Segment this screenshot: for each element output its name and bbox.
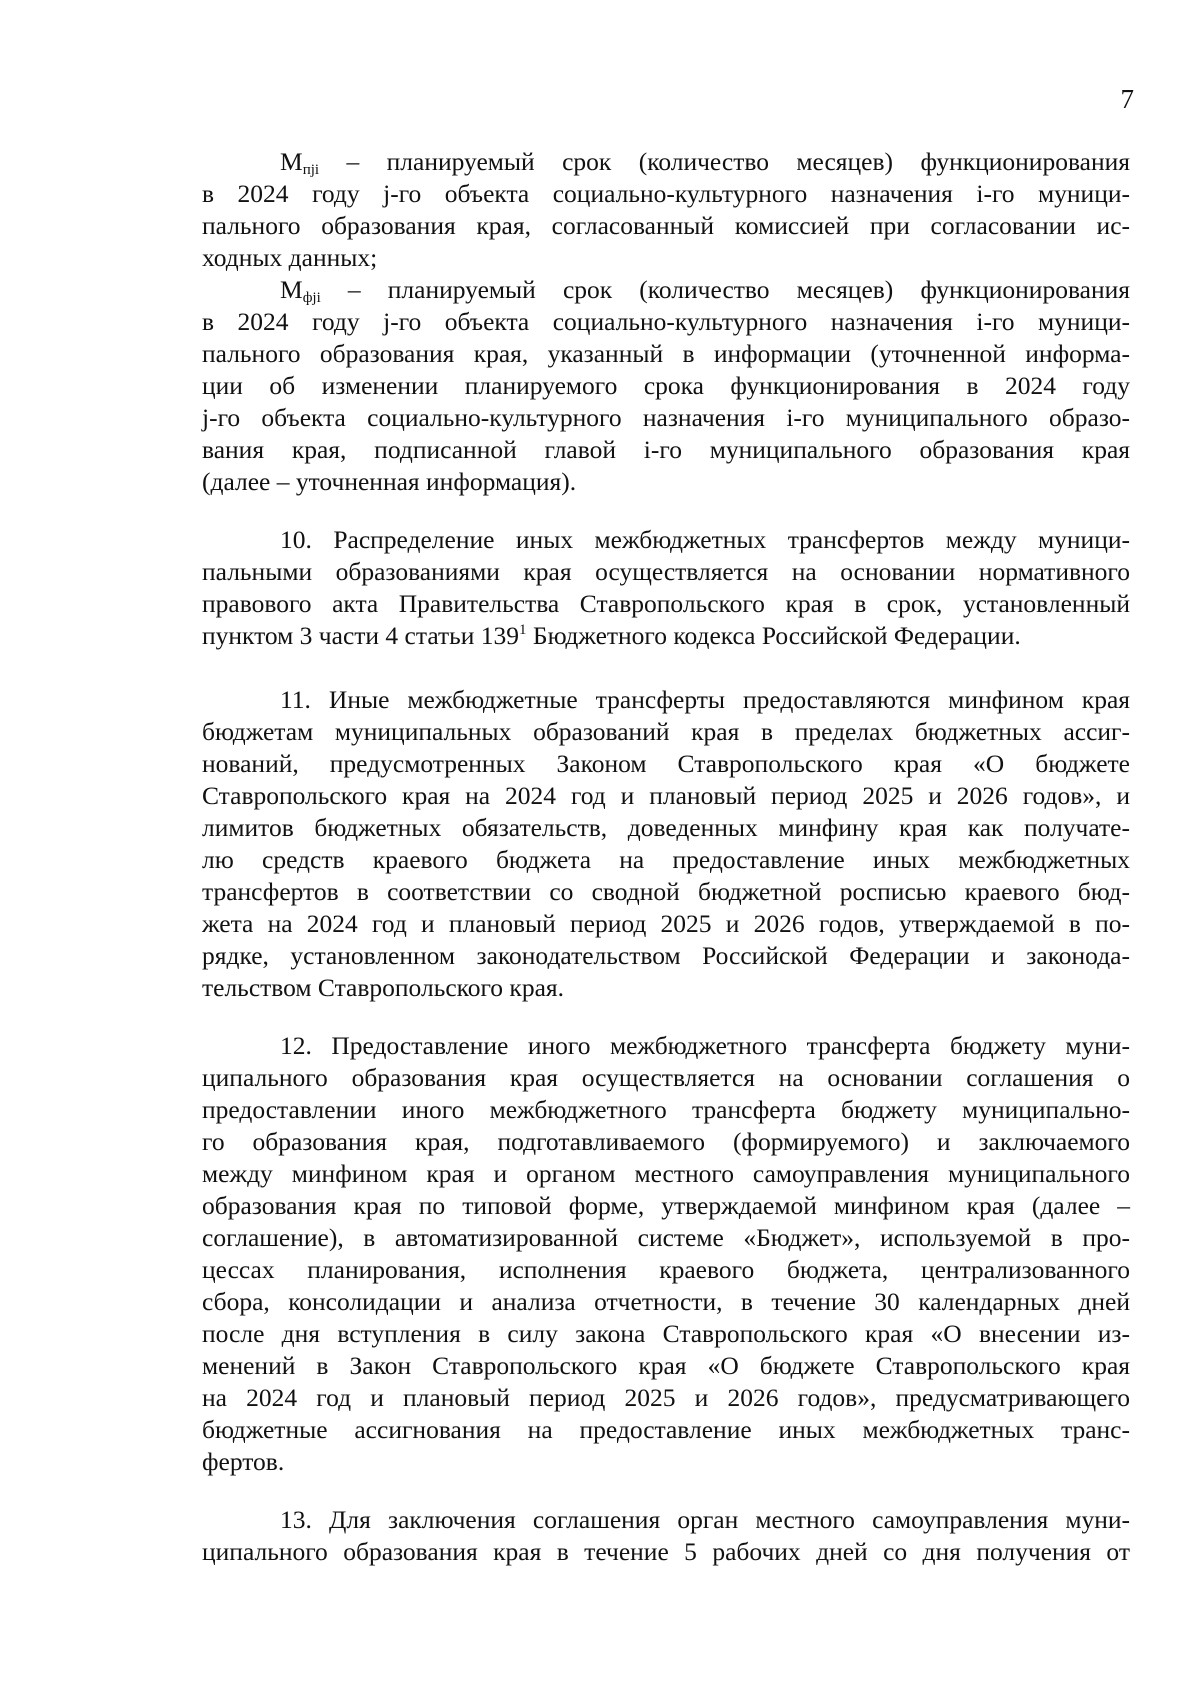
text-line: рядке, установленном законодательством Российской Федерации и законода- [202, 941, 1130, 970]
text-line [202, 620, 1130, 652]
paragraph-12 [202, 1030, 1130, 1478]
text-line: на 2024 год и плановый период 2025 и 2026 годов», предусматривающего [202, 1383, 1130, 1412]
paragraph-10 [202, 524, 1130, 652]
text-line: сбора, консолидации и анализа отчетности, в течение 30 календарных дней [202, 1287, 1130, 1316]
definition-m-fji [202, 274, 1130, 498]
text-line: 13. Для заключения соглашения орган местного самоуправления муни- [280, 1505, 1130, 1534]
text-line: между минфином края и органом местного самоуправления муниципального [202, 1159, 1130, 1188]
line-text: – планируемый срок (количество месяцев) функционирования [319, 147, 1130, 176]
text-line: цессах планирования, исполнения краевого бюджета, централизованного [202, 1255, 1130, 1284]
symbol-subscript: фji [302, 290, 321, 306]
text-line: бюджетам муниципальных образований края в пределах бюджетных ассиг- [202, 717, 1130, 746]
text-line: ципального образования края осуществляется на основании соглашения о [202, 1063, 1130, 1092]
line-text: Бюджетного кодекса Российской Федерации. [526, 621, 1021, 650]
text-line: в 2024 году j-го объекта социально-культурного назначения i-го муници- [202, 179, 1130, 208]
line-text: пунктом 3 части 4 статьи 139 [202, 621, 520, 650]
text-line: соглашение), в автоматизированной системе «Бюджет», используемой в про- [202, 1223, 1130, 1252]
paragraph-11 [202, 684, 1130, 1004]
symbol: M [280, 275, 303, 304]
text-line: 12. Предоставление иного межбюджетного трансферта бюджету муни- [280, 1031, 1130, 1060]
text-line: трансфертов в соответствии со сводной бюджетной росписью краевого бюд- [202, 877, 1130, 906]
text-line: ходных данных; [202, 243, 378, 272]
text-line: предоставлении иного межбюджетного трансферта бюджету муниципально- [202, 1095, 1130, 1124]
text-line: тельством Ставропольского края. [202, 973, 564, 1002]
text-line: жета на 2024 год и плановый период 2025 и 2026 годов, утверждаемой в по- [202, 909, 1130, 938]
paragraph-13 [202, 1504, 1130, 1568]
text-line: 10. Распределение иных межбюджетных трансфертов между муници- [280, 525, 1130, 554]
symbol: M [280, 147, 303, 176]
definition-m-nji [202, 146, 1130, 274]
text-line: го образования края, подготавливаемого (формируемого) и заключаемого [202, 1127, 1130, 1156]
text-line: бюджетные ассигнования на предоставление иных межбюджетных транс- [202, 1415, 1130, 1444]
text-line: в 2024 году j-го объекта социально-культурного назначения i-го муници- [202, 307, 1130, 336]
text-line: пального образования края, согласованный комиссией при согласовании ис- [202, 211, 1130, 240]
text-line: ции об изменении планируемого срока функционирования в 2024 году [202, 371, 1130, 400]
text-line: (далее – уточненная информация). [202, 467, 577, 496]
text-line: пальными образованиями края осуществляется на основании нормативного [202, 557, 1130, 586]
page-number: 7 [1120, 84, 1134, 114]
text-line [202, 274, 1130, 306]
text-line [202, 146, 1130, 178]
text-line: Ставропольского края на 2024 год и плановый период 2025 и 2026 годов», и [202, 781, 1130, 810]
article-superscript: 1 [519, 622, 527, 638]
text-line: ципального образования края в течение 5 рабочих дней со дня получения от [202, 1537, 1130, 1566]
text-line: менений в Закон Ставропольского края «О бюджете Ставропольского края [202, 1351, 1130, 1380]
text-line: пального образования края, указанный в информации (уточненной информа- [202, 339, 1130, 368]
text-line: j-го объекта социально-культурного назначения i-го муниципального образо- [202, 403, 1130, 432]
text-line: нований, предусмотренных Законом Ставропольского края «О бюджете [202, 749, 1130, 778]
text-line: фертов. [202, 1447, 285, 1476]
text-line: 11. Иные межбюджетные трансферты предоставляются минфином края [280, 685, 1130, 714]
text-line: после дня вступления в силу закона Ставропольского края «О внесении из- [202, 1319, 1130, 1348]
text-line: правового акта Правительства Ставропольского края в срок, установленный [202, 589, 1130, 618]
text-line: вания края, подписанной главой i-го муниципального образования края [202, 435, 1130, 464]
symbol-subscript: пji [302, 162, 320, 178]
text-line: лимитов бюджетных обязательств, доведенных минфину края как получате- [202, 813, 1130, 842]
line-text: – планируемый срок (количество месяцев) функционирования [320, 275, 1130, 304]
text-line: лю средств краевого бюджета на предоставление иных межбюджетных [202, 845, 1130, 874]
text-line: образования края по типовой форме, утверждаемой минфином края (далее – [202, 1191, 1130, 1220]
